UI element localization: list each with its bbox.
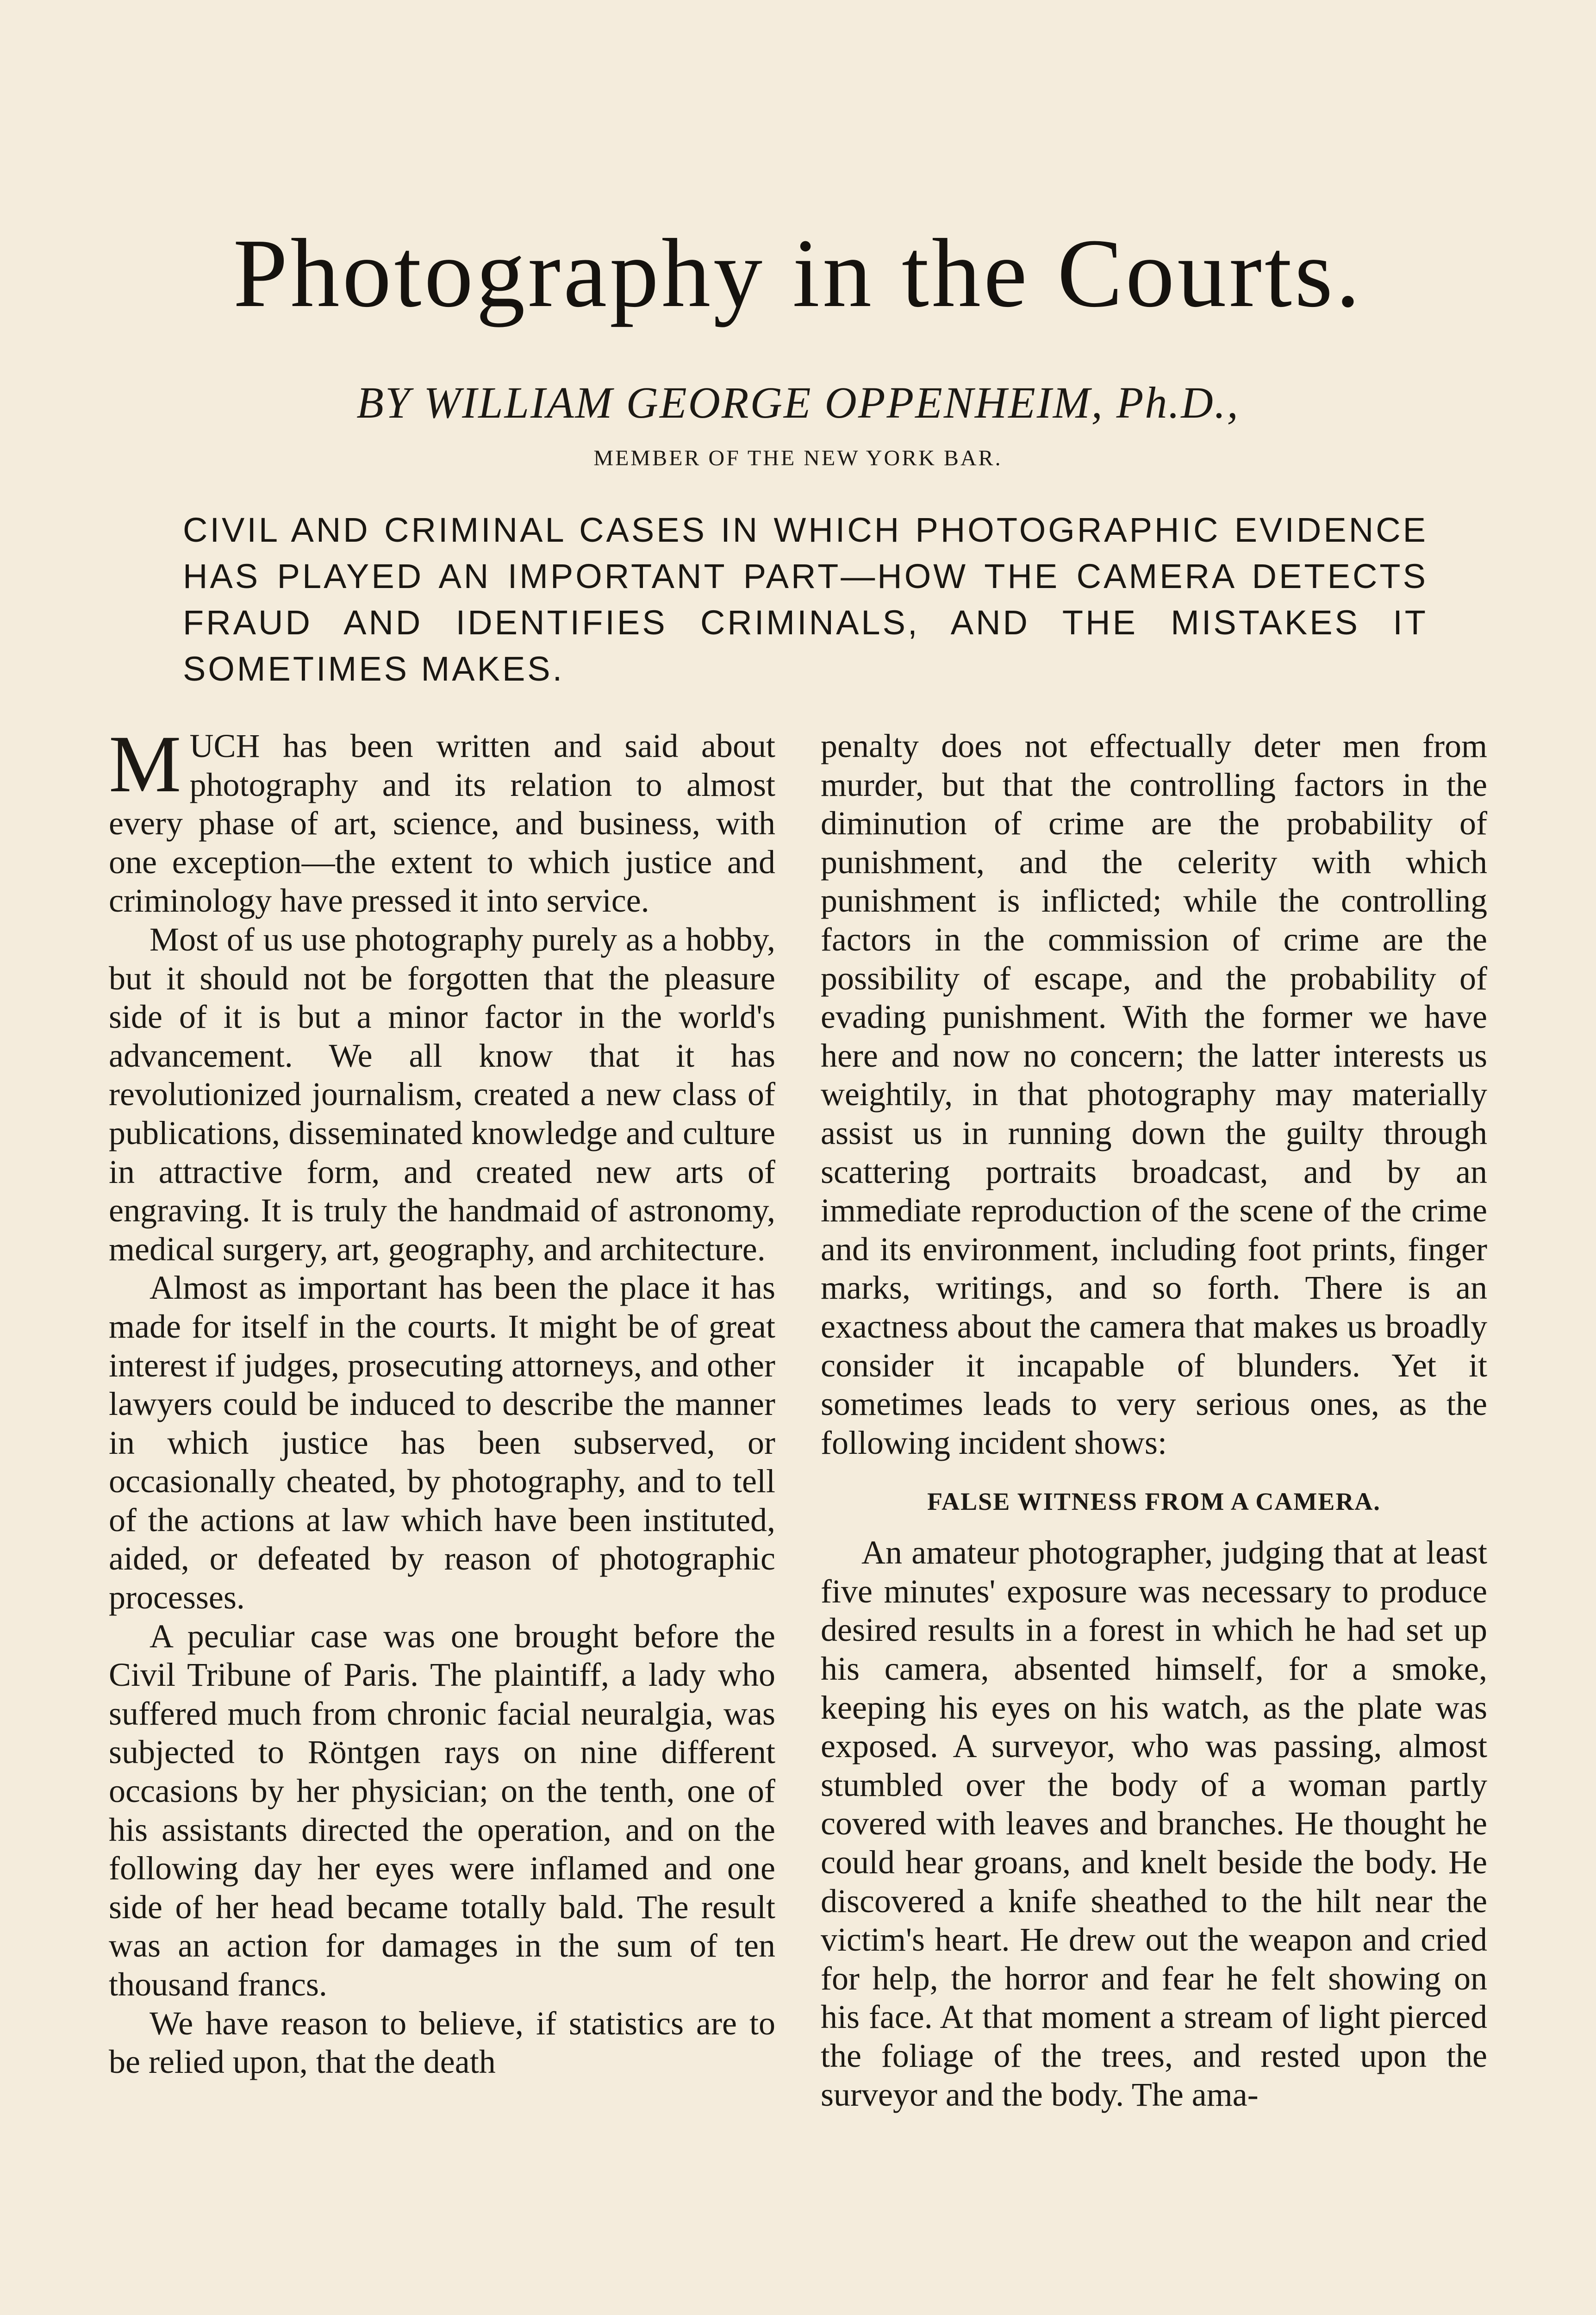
paragraph: Most of us use photography purely as a hobby, but it should not be forgotten that the pleasure side of it is but a minor factor in the world's advancement. We all know that it has revolutionized journalism, created a new class of publications, disseminated knowledge and culture in attractive form, and created new arts of engraving. It is truly the handmaid of astronomy, medical surgery, art, geography, and architecture. (109, 920, 775, 1268)
paragraph-text: UCH has been written and said about photography and its relation to almost every phase of art, science, and business, with one exception—the extent to which justice and criminology have pressed it into service. (109, 727, 775, 920)
author-byline: BY WILLIAM GEORGE OPPENHEIM, Ph.D., (356, 378, 1240, 427)
paragraph: A peculiar case was one brought before the Civil Tribune of Paris. The plaintiff, a lady who suffered much from chronic facial neuralgia, was subjected to Röntgen rays on nine different occasions by her physician; on the tenth, one of his assistants directed the operation, and on the following day her eyes were inflamed and one side of her head became totally bald. The result was an action for damages in the sum of ten thousand francs. (109, 1617, 775, 2003)
section-heading: FALSE WITNESS FROM A CAMERA. (927, 1488, 1381, 1516)
paragraph (109, 719, 775, 920)
article-subheading: CIVIL AND CRIMINAL CASES IN WHICH PHOTOGRAPHIC EVIDENCE HAS PLAYED AN IMPORTANT PART—HOW THE CAMERA DETECTS FRAUD AND IDENTIFIES CRIMINALS, AND THE MISTAKES IT SOMETIMES MAKES. (183, 511, 1428, 688)
right-column (821, 727, 1487, 2114)
paragraph: An amateur photographer, judging that at least five minutes' exposure was necessary to produce desired results in a forest in which he had set up his camera, absented himself, for a smoke, keeping his eyes on his watch, as the plate was exposed. A surveyor, who was passing, almost stumbled over the body of a woman partly covered with leaves and branches. He thought he could hear groans, and knelt beside the body. He discovered a knife sheathed to the hilt near the victim's heart. He drew out the weapon and cried for help, the horror and fear he felt showing on his face. At that moment a stream of light pierced the foliage of the trees, and rested upon the surveyor and the body. The ama- (821, 1534, 1487, 2113)
paragraph: Almost as important has been the place it has made for itself in the courts. It might be of great interest if judges, prosecuting attorneys, and other lawyers could be induced to describe the manner in which justice has been subserved, or occasionally cheated, by photography, and to tell of the actions at law which have been instituted, aided, or defeated by reason of photographic processes. (109, 1269, 775, 1616)
paragraph: We have reason to believe, if statistics are to be relied upon, that the death (109, 2004, 775, 2081)
drop-cap: M (109, 719, 181, 809)
article-title: Photography in the Courts. (233, 219, 1363, 327)
paragraph: penalty does not effectually deter men from murder, but that the controlling factors in the diminution of crime are the probability of punishment, and the celerity with which punishment is inflicted; while the controlling factors in the commission of crime are the possibility of escape, and the probability of evading punishment. With the former we have here and now no concern; the latter interests us weightily, in that photography may materially assist us in running down the guilty through scattering portraits broadcast, and by an immediate reproduction of the scene of the crime and its environment, including foot prints, finger marks, writings, and so forth. There is an exactness about the camera that makes us broadly consider it incapable of blunders. Yet it sometimes leads to very serious ones, as the following incident shows: (821, 727, 1487, 1461)
left-column (109, 719, 775, 2082)
author-affiliation: MEMBER OF THE NEW YORK BAR. (593, 446, 1003, 470)
